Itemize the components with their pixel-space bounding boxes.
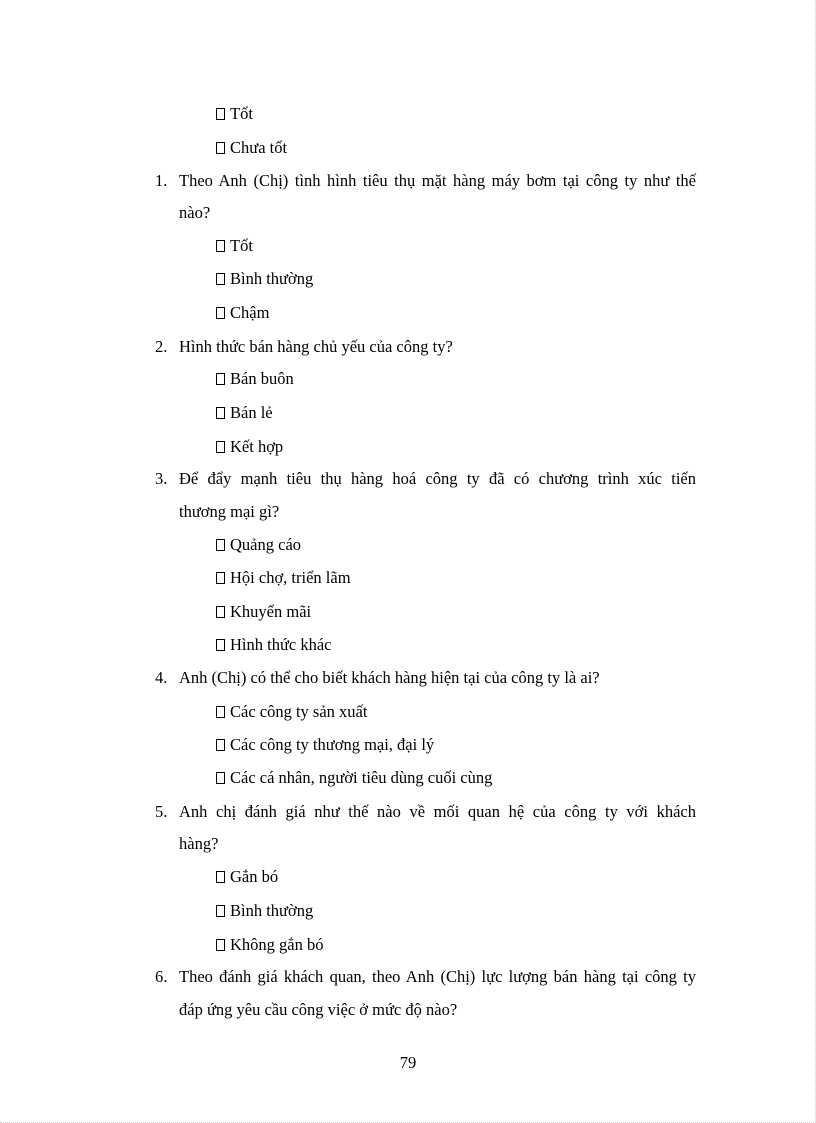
option-label: Bán lẻ (230, 403, 273, 422)
question-number: 5. (155, 802, 168, 821)
option-label: Chậm (230, 303, 270, 322)
checkbox-icon[interactable] (216, 739, 225, 751)
checkbox-icon[interactable] (216, 772, 225, 784)
question-text: Anh chị đánh giá như thế nào về mối quan hệ của công ty với khách (179, 802, 696, 821)
option-checkbox-item[interactable] (216, 269, 313, 289)
option-label: Các cá nhân, người tiêu dùng cuối cùng (230, 768, 493, 787)
option-checkbox-item[interactable] (216, 768, 492, 788)
checkbox-icon[interactable] (216, 441, 225, 453)
question-number: 4. (155, 668, 168, 687)
checkbox-icon[interactable] (216, 871, 225, 883)
option-checkbox-item[interactable] (216, 568, 351, 588)
option-label: Hội chợ, triển lãm (230, 568, 351, 587)
option-checkbox-item[interactable] (216, 901, 313, 921)
question-text: Hình thức bán hàng chủ yếu của công ty? (179, 337, 453, 356)
option-label: Tốt (230, 236, 253, 255)
checkbox-icon[interactable] (216, 407, 225, 419)
checkbox-icon[interactable] (216, 572, 225, 584)
option-checkbox-item[interactable] (216, 303, 269, 323)
option-label: Bình thường (230, 269, 314, 288)
question-number: 6. (155, 967, 168, 986)
checkbox-icon[interactable] (216, 539, 225, 551)
option-label: Hình thức khác (230, 635, 332, 654)
option-checkbox-item[interactable] (216, 437, 283, 457)
option-checkbox-item[interactable] (216, 867, 278, 887)
option-checkbox-item[interactable] (216, 236, 253, 256)
checkbox-icon[interactable] (216, 706, 225, 718)
option-label: Tốt (230, 104, 253, 123)
option-label: Khuyến mãi (230, 602, 312, 621)
option-checkbox-item[interactable] (216, 602, 311, 622)
option-checkbox-item[interactable] (216, 369, 294, 389)
checkbox-icon[interactable] (216, 307, 225, 319)
question-text: Theo Anh (Chị) tình hình tiêu thụ mặt hàng máy bơm tại công ty như thế (179, 171, 696, 190)
option-label: Các công ty sản xuất (230, 702, 368, 721)
checkbox-icon[interactable] (216, 273, 225, 285)
checkbox-icon[interactable] (216, 939, 225, 951)
option-checkbox-item[interactable] (216, 635, 332, 655)
option-label: Không gắn bó (230, 935, 324, 954)
question-number: 3. (155, 469, 168, 488)
option-label: Chưa tốt (230, 138, 288, 157)
checkbox-icon[interactable] (216, 108, 225, 120)
question-text: Anh (Chị) có thể cho biết khách hàng hiện tại của công ty là ai? (179, 668, 600, 687)
option-checkbox-item[interactable] (216, 702, 367, 722)
question-text-continued: đáp ứng yêu cầu công việc ở mức độ nào? (179, 1000, 458, 1019)
page-number: 79 (399, 1053, 417, 1072)
question-text-continued: hàng? (179, 834, 219, 853)
option-checkbox-item[interactable] (216, 138, 287, 158)
option-label: Các công ty thương mại, đại lý (230, 735, 435, 754)
option-label: Bán buôn (230, 369, 294, 388)
question-number: 2. (155, 337, 168, 356)
question-text-continued: thương mại gì? (179, 502, 280, 521)
checkbox-icon[interactable] (216, 373, 225, 385)
question-text-continued: nào? (179, 203, 211, 222)
option-checkbox-item[interactable] (216, 104, 253, 124)
checkbox-icon[interactable] (216, 905, 225, 917)
option-label: Gắn bó (230, 867, 279, 886)
checkbox-icon[interactable] (216, 240, 225, 252)
option-checkbox-item[interactable] (216, 735, 434, 755)
option-checkbox-item[interactable] (216, 535, 301, 555)
option-label: Bình thường (230, 901, 314, 920)
question-number: 1. (155, 171, 168, 190)
checkbox-icon[interactable] (216, 639, 225, 651)
option-label: Kết hợp (230, 437, 284, 456)
option-label: Quảng cáo (230, 535, 302, 554)
option-checkbox-item[interactable] (216, 403, 273, 423)
checkbox-icon[interactable] (216, 142, 225, 154)
option-checkbox-item[interactable] (216, 935, 324, 955)
checkbox-icon[interactable] (216, 606, 225, 618)
question-text: Để đẩy mạnh tiêu thụ hàng hoá công ty đã có chương trình xúc tiến (179, 469, 696, 488)
question-text: Theo đánh giá khách quan, theo Anh (Chị) lực lượng bán hàng tại công ty (179, 967, 696, 986)
